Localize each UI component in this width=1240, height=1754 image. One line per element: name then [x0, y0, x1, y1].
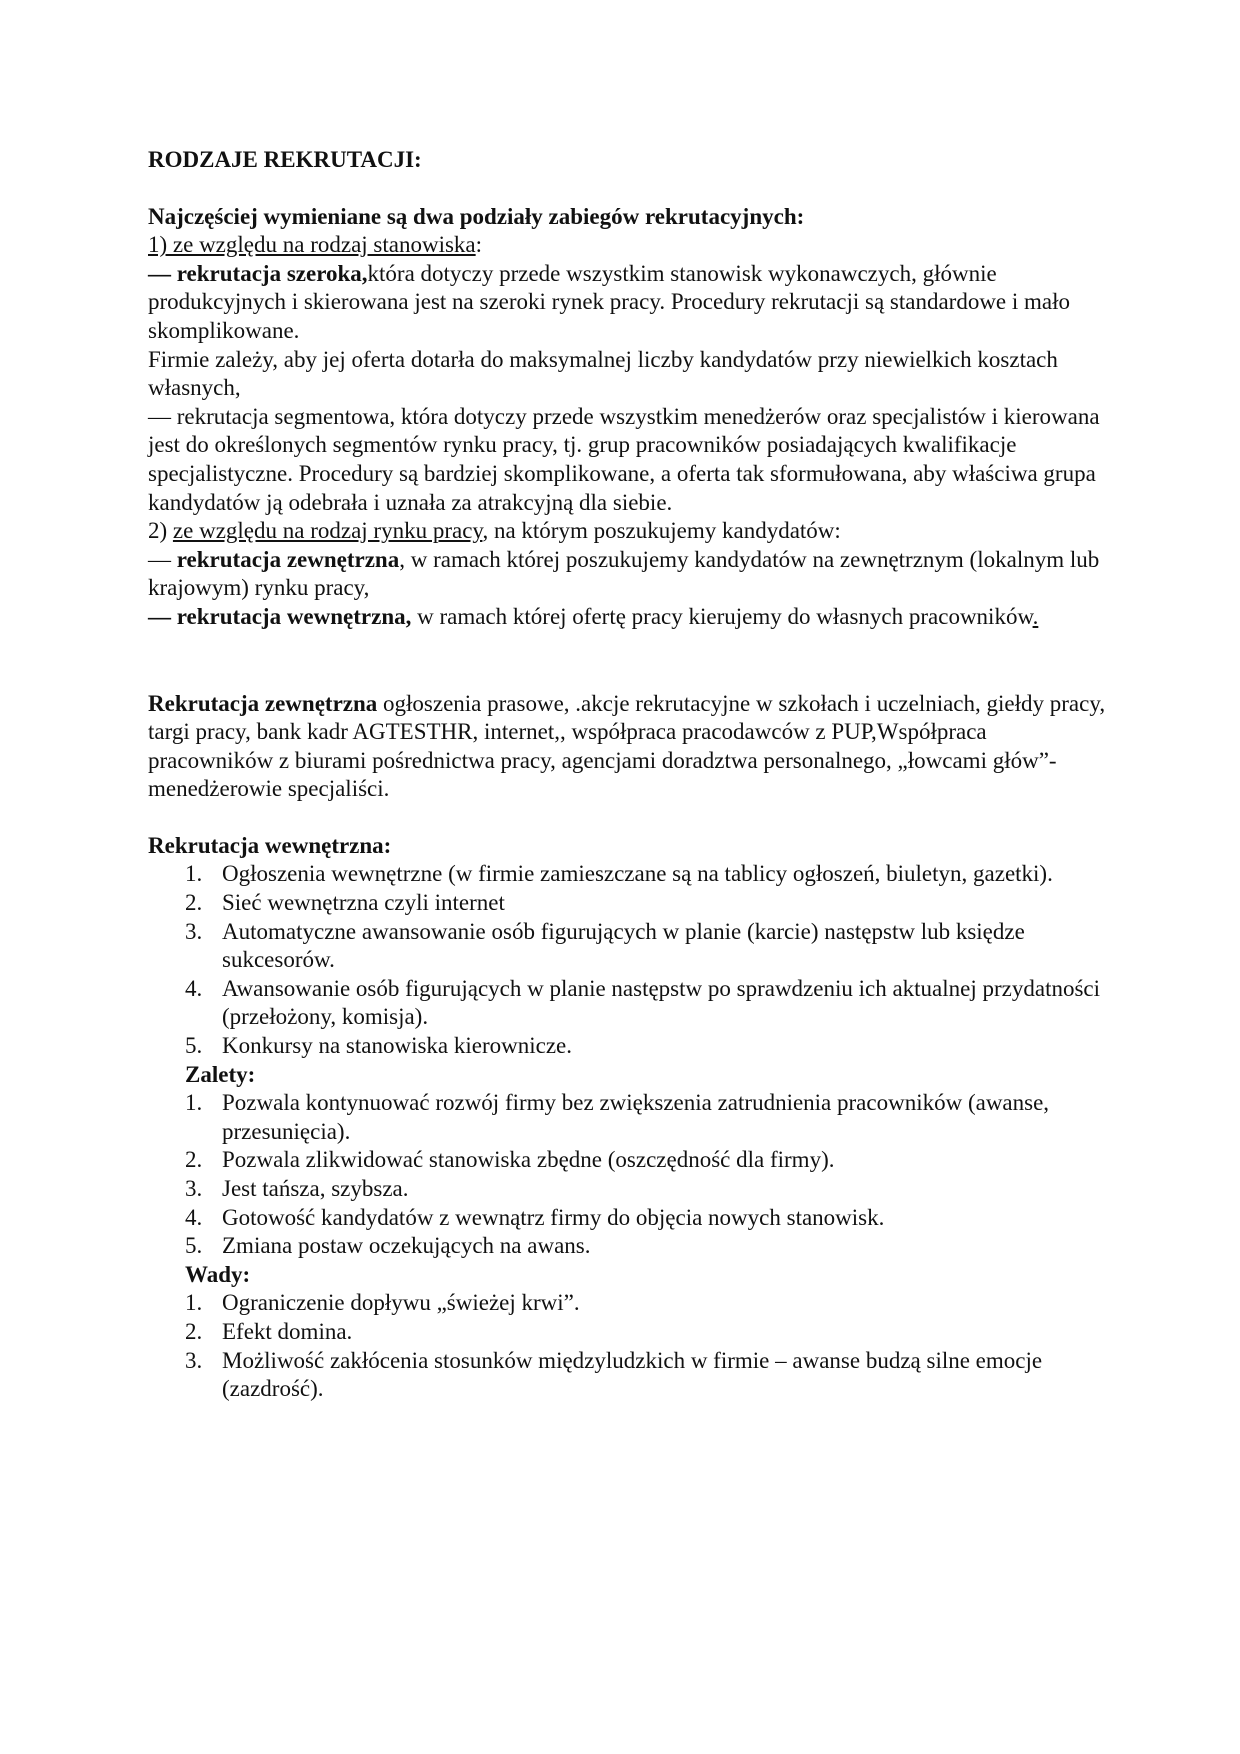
spacer — [148, 632, 1108, 690]
list-number: 5. — [185, 1033, 203, 1059]
wewnetrzna-text: w ramach której ofertę pracy kierujemy do własnych pracowników — [411, 603, 1033, 629]
zalety-heading: Zalety: — [185, 1061, 256, 1087]
list-number: 3. — [185, 918, 203, 944]
wewnetrzna-bold: rekrutacja wewnętrzna, — [176, 603, 412, 629]
list-text: Zmiana postaw oczekujących na awans. — [222, 1233, 591, 1259]
list-item — [148, 1318, 1108, 1347]
wady-heading: Wady: — [185, 1261, 251, 1287]
division-2-prefix: 2) — [148, 518, 173, 544]
document-body — [148, 146, 1108, 1404]
wewnetrzna-end: . — [1032, 603, 1039, 629]
division-1-label: 1) ze względu na rodzaj stanowiska — [148, 232, 476, 258]
szeroka-dash: — — [148, 260, 177, 286]
document-title: RODZAJE REKRUTACJI: — [148, 147, 422, 172]
list-text: Pozwala zlikwidować stanowiska zbędne (oszczędność dla firmy). — [222, 1147, 835, 1173]
zewnetrzna-bold: rekrutacja zewnętrzna — [176, 546, 400, 572]
list-number: 2. — [185, 1318, 203, 1344]
list-item — [148, 1032, 1108, 1061]
list-text: Sieć wewnętrzna czyli internet — [222, 890, 505, 916]
list-item — [148, 1289, 1108, 1318]
paragraph-external-methods — [148, 690, 1108, 804]
internal-heading: Rekrutacja wewnętrzna: — [148, 832, 392, 858]
zalety-list — [148, 1089, 1108, 1261]
list-text: Efekt domina. — [222, 1318, 353, 1344]
list-number: 5. — [185, 1233, 203, 1259]
spacer — [148, 804, 1108, 832]
list-item — [148, 918, 1108, 975]
paragraph-wewnetrzna — [148, 603, 1108, 632]
wewnetrzna-dash: — — [148, 603, 177, 629]
list-number: 3. — [185, 1347, 203, 1373]
paragraph-segmentowa: — rekrutacja segmentowa, która dotyczy przede wszystkim menedżerów oraz specjalistów i kierowana jest do określonych segmentów rynku pracy, tj. grup pracowników posiadających kwalifikacje specjalistyczne. Procedury są bardziej skomplikowane, a oferta tak sformułowana, aby właściwa grupa kandydatów ją odebrała i uznała za atrakcyjną dla siebie. — [148, 403, 1100, 515]
list-item — [148, 1232, 1108, 1261]
division-1-colon: : — [475, 232, 483, 258]
list-item — [148, 860, 1108, 889]
list-item — [148, 1347, 1108, 1404]
list-number: 2. — [185, 890, 203, 916]
division-1 — [148, 231, 1108, 260]
zewnetrzna-dash: — — [148, 546, 177, 572]
list-text: Ogłoszenia wewnętrzne (w firmie zamieszczane są na tablicy ogłoszeń, biuletyn, gazetki). — [222, 861, 1053, 887]
list-text: Ograniczenie dopływu „świeżej krwi”. — [222, 1290, 580, 1316]
list-item — [148, 975, 1108, 1032]
szeroka-text: która dotyczy przede wszystkim stanowisk wykonawczych, głównie produkcyjnych i skierowana jest na szeroki rynek pracy. Procedury rekrutacji są standardowe i mało skomplikowane. — [148, 260, 1071, 343]
external-methods-bold: Rekrutacja zewnętrzna — [148, 690, 378, 716]
intro-heading: Najczęściej wymieniane są dwa podziały zabiegów rekrutacyjnych: — [148, 203, 805, 229]
division-2 — [148, 517, 1108, 546]
list-text: Automatyczne awansowanie osób figurujących w planie (karcie) następstw lub księdze sukcesorów. — [222, 918, 1025, 973]
list-item — [148, 889, 1108, 918]
list-number: 4. — [185, 1204, 203, 1230]
paragraph-szeroka — [148, 260, 1108, 346]
division-2-rest: , na którym poszukujemy kandydatów: — [482, 518, 841, 544]
division-2-underlined: ze względu na rodzaj rynku pracy — [172, 518, 483, 544]
wady-list — [148, 1289, 1108, 1403]
list-item — [148, 1146, 1108, 1175]
list-number: 2. — [185, 1147, 203, 1173]
list-text: Gotowość kandydatów z wewnątrz firmy do objęcia nowych stanowisk. — [222, 1204, 885, 1230]
zewnetrzna-text: , w ramach której poszukujemy kandydatów na zewnętrznym (lokalnym lub krajowym) rynku pracy, — [148, 546, 1100, 601]
list-text: Konkursy na stanowiska kierownicze. — [222, 1033, 573, 1059]
list-text: Możliwość zakłócenia stosunków międzyludzkich w firmie – awanse budzą silne emocje (zazdrość). — [222, 1347, 1043, 1402]
list-item — [148, 1175, 1108, 1204]
list-number: 4. — [185, 975, 203, 1001]
list-text: Jest tańsza, szybsza. — [222, 1176, 409, 1201]
list-number: 1. — [185, 1090, 203, 1116]
list-text: Awansowanie osób figurujących w planie następstw po sprawdzeniu ich aktualnej przydatności (przełożony, komisja). — [222, 975, 1101, 1030]
external-methods-text: ogłoszenia prasowe, .akcje rekrutacyjne w szkołach i uczelniach, giełdy pracy, targi pracy, bank kadr AGTESTHR, internet,, współpraca pracodawców z PUP,Współpraca pracowników z biurami pośrednictwa pracy, agencjami doradztwa personalnego, „łowcami głów”-menedżerowie specjaliści. — [148, 690, 1106, 802]
list-number: 1. — [185, 861, 203, 887]
szeroka-bold: rekrutacja szeroka, — [176, 260, 368, 286]
list-number: 3. — [185, 1176, 203, 1201]
internal-list — [148, 860, 1108, 1060]
paragraph-firmie: Firmie zależy, aby jej oferta dotarła do maksymalnej liczby kandydatów przy niewielkich kosztach własnych, — [148, 346, 1058, 401]
list-item — [148, 1089, 1108, 1146]
list-text: Pozwala kontynuować rozwój firmy bez zwiększenia zatrudnienia pracowników (awanse, przesunięcia). — [222, 1090, 1050, 1144]
paragraph-zewnetrzna — [148, 546, 1108, 603]
list-item — [148, 1204, 1108, 1233]
list-number: 1. — [185, 1290, 203, 1316]
